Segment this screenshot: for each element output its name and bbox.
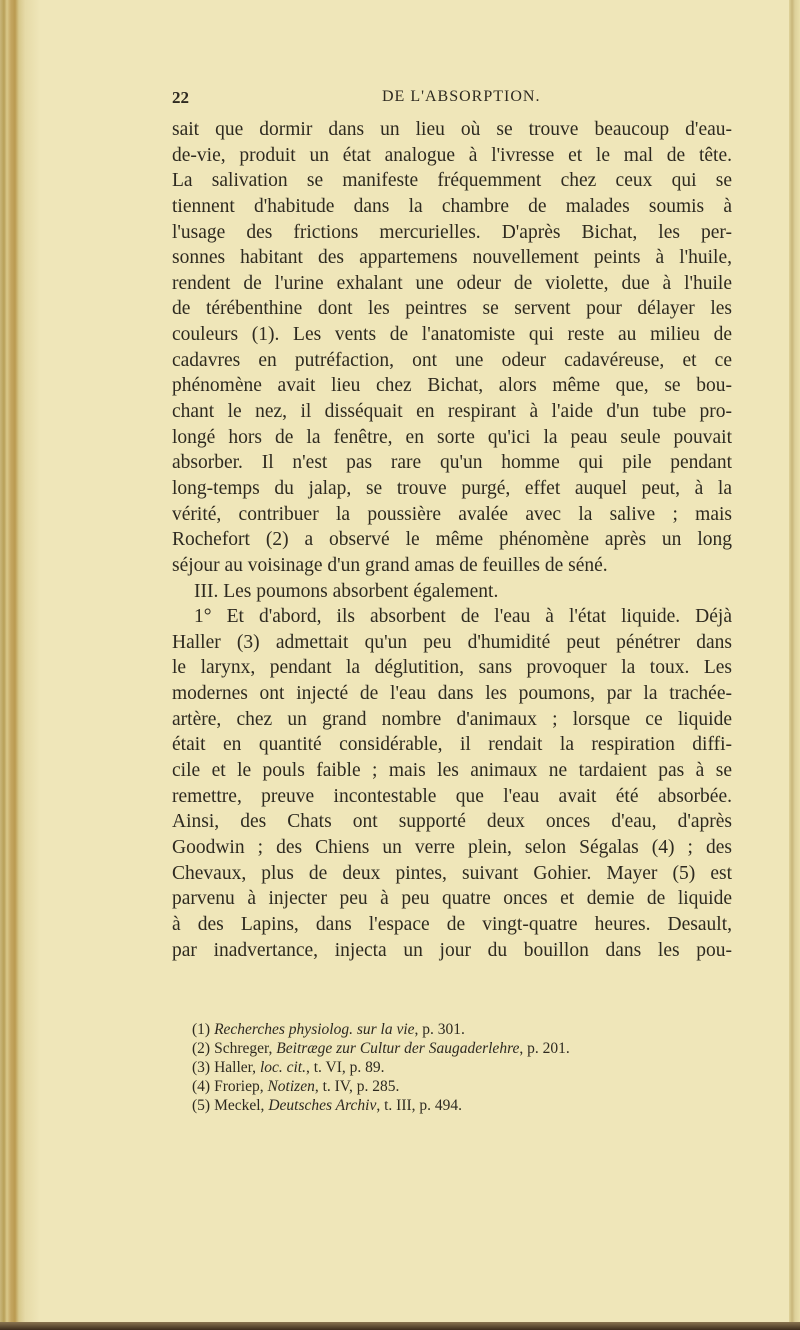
- text-line: par inadvertance, injecta un jour du bouillon dans les pou-: [172, 939, 732, 961]
- page-right-edge: [789, 0, 800, 1330]
- gutter-shadow: [26, 0, 40, 1330]
- text-line: III. Les poumons absorbent également.: [194, 580, 499, 602]
- text-line: Ainsi, des Chats ont supporté deux onces d'eau, d'après: [172, 811, 732, 833]
- text-line: 1° Et d'abord, ils absorbent de l'eau à l'état liquide. Déjà: [194, 606, 732, 628]
- text-line: tiennent d'habitude dans la chambre de malades soumis à: [172, 195, 732, 217]
- text-line: le larynx, pendant la déglutition, sans provoquer la toux. Les: [172, 657, 732, 679]
- text-line: Rochefort (2) a observé le même phénomène après un long: [172, 529, 732, 551]
- text-line: remettre, preuve incontestable que l'eau avait été absorbée.: [172, 785, 732, 807]
- footnote-num: (2): [192, 1040, 211, 1057]
- text-line: sait que dormir dans un lieu où se trouve beaucoup d'eau-: [172, 119, 732, 140]
- text-line: vérité, contribuer la poussière avalée avec la salive ; mais: [172, 503, 732, 525]
- page-bottom-edge: [0, 1322, 800, 1330]
- text-line: long-temps du jalap, se trouve purgé, effet auquel peut, à la: [172, 477, 732, 499]
- footnote-num: (3): [192, 1059, 211, 1076]
- text-line: modernes ont injecté de l'eau dans les poumons, par la trachée-: [172, 683, 732, 705]
- footnote-italic: loc. cit.: [259, 1059, 306, 1076]
- text-line: Goodwin ; des Chiens un verre plein, selon Ségalas (4) ; des: [172, 836, 732, 858]
- footnotes: [192, 1020, 712, 1115]
- running-title: DE L'ABSORPTION.: [382, 88, 541, 105]
- footnote-pre: Froriep,: [214, 1078, 268, 1095]
- text-line: séjour au voisinage d'un grand amas de feuilles de séné.: [172, 554, 608, 576]
- footnote-num: (5): [192, 1097, 211, 1114]
- text-line: couleurs (1). Les vents de l'anatomiste qui reste au milieu de: [172, 324, 732, 346]
- text-line: de térébenthine dont les peintres se servent pour délayer les: [172, 298, 732, 320]
- footnote-post: , p. 301.: [414, 1021, 465, 1038]
- text-line: cadavres en putréfaction, ont une odeur cadavéreuse, et ce: [172, 349, 732, 371]
- footnote: [192, 1020, 712, 1039]
- text-line: sonnes habitant des appartemens nouvellement peints à l'huile,: [172, 247, 732, 269]
- text-line: l'usage des frictions mercurielles. D'après Bichat, les per-: [172, 221, 732, 243]
- footnote-italic: Deutsches Archiv: [268, 1097, 377, 1114]
- footnote-post: , t. VI, p. 89.: [306, 1059, 385, 1076]
- text-line: longé hors de la fenêtre, en sorte qu'ici la peau seule pouvait: [172, 426, 732, 448]
- footnote-pre: Meckel,: [214, 1097, 269, 1114]
- footnote-italic: Beitræge zur Cultur der Saugaderlehre: [276, 1040, 520, 1057]
- text-line: chant le nez, il disséquait en respirant à l'aide d'un tube pro-: [172, 401, 732, 423]
- footnote-num: (1): [192, 1021, 211, 1038]
- text-line: La salivation se manifeste fréquemment chez ceux qui se: [172, 170, 732, 192]
- footnote: [192, 1077, 712, 1096]
- text-line: de-vie, produit un état analogue à l'ivresse et le mal de tête.: [172, 144, 732, 166]
- text-line: Haller (3) admettait qu'un peu d'humidité peut pénétrer dans: [172, 631, 732, 653]
- text-line: rendent de l'urine exhalant une odeur de violette, due à l'huile: [172, 272, 732, 294]
- footnote-post: , t. IV, p. 285.: [314, 1078, 400, 1095]
- text-line: était en quantité considérable, il rendait la respiration diffi-: [172, 734, 732, 756]
- text-line: cile et le pouls faible ; mais les animaux ne tardaient pas à se: [172, 760, 732, 782]
- footnote-pre: Schreger,: [214, 1040, 277, 1057]
- footnote: [192, 1058, 712, 1077]
- page-number: 22: [172, 88, 189, 107]
- footnote-italic: Recherches physiolog. sur la vie: [214, 1021, 415, 1038]
- text-line: parvenu à injecter peu à peu quatre onces et demie de liquide: [172, 888, 732, 910]
- footnote-post: , t. III, p. 494.: [376, 1097, 463, 1114]
- footnote: [192, 1096, 712, 1115]
- text-line: à des Lapins, dans l'espace de vingt-quatre heures. Desault,: [172, 913, 732, 935]
- text-line: artère, chez un grand nombre d'animaux ; lorsque ce liquide: [172, 708, 732, 730]
- text-line: phénomène avait lieu chez Bichat, alors même que, se bou-: [172, 375, 732, 397]
- footnote-post: , p. 201.: [519, 1040, 570, 1057]
- footnote: [192, 1039, 712, 1058]
- page-header: [172, 88, 732, 112]
- footnote-pre: Haller,: [214, 1059, 260, 1076]
- text-line: Chevaux, plus de deux pintes, suivant Gohier. Mayer (5) est: [172, 862, 732, 884]
- footnote-italic: Notizen: [267, 1078, 315, 1095]
- text-line: absorber. Il n'est pas rare qu'un homme qui pile pendant: [172, 452, 732, 474]
- footnote-num: (4): [192, 1078, 211, 1095]
- body-text: [172, 117, 732, 963]
- book-binding-gutter: [0, 0, 26, 1330]
